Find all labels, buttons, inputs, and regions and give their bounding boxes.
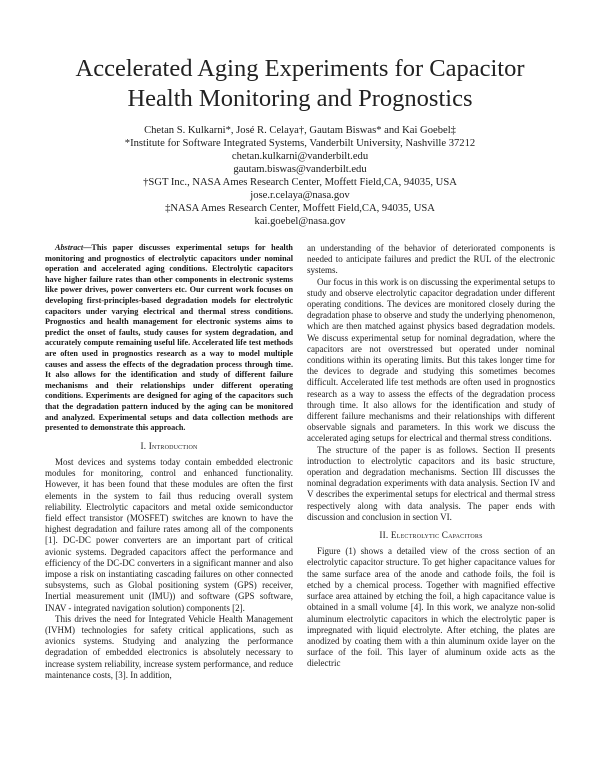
email-line: gautam.biswas@vanderbilt.edu — [233, 164, 367, 175]
email-line: kai.goebel@nasa.gov — [254, 216, 346, 227]
author-block — [60, 124, 540, 228]
section-heading-introduction: I. Introduction — [140, 440, 198, 451]
body-paragraph: The structure of the paper is as follows. Section II presents introduction to electrolytic capacitors and its basic structure, operation and degradation mechanisms. Section III discusses the nominal degradation experiments with data analysis. Section IV and V describes the experimental setups for electrical and thermal stress respectively along with data analysis. The paper ends with discussion and conclusion in section VI. — [307, 444, 555, 522]
affiliation-line: *Institute for Software Integrated Systems, Vanderbilt University, Nashville 37212 — [124, 138, 476, 149]
body-paragraph: Most devices and systems today contain embedded electronic modules for monitoring, control and enhanced functionality. However, it has been found that these modules are often the first elements in the system to fail thus reducing overall system reliability. Electrolytic capacitors and metal oxide semiconductor field effect transistor (MOSFET) switches are known to have the highest degradation and failure rates among all of the components [1]. DC-DC power converters are an important part of critical avionic systems. Degraded capacitors affect the performance and efficiency of the DC-DC converters in a significant manner and also impose a risk on instantiating cascading failures on other connected subsystems, such as Global positioning system (GPS) receiver, Inertial measurement unit (IMU)) and software (GPS software, INAV - integrated navigation solution) components [2]. — [45, 456, 293, 613]
body-paragraph: This drives the need for Integrated Vehicle Health Management (IVHM) technologies for safety critical applications, such as avionics systems. Studying and analyzing the performance degradation of embedded electronics is absolutely necessary to increase system reliability, increase system performance, and reduce maintenance costs, [3]. In addition, — [45, 613, 293, 680]
body-paragraph: an understanding of the behavior of deteriorated components is needed to anticipate failures and predict the RUL of the electronic systems. — [307, 243, 555, 276]
abstract-label: Abstract — [55, 243, 84, 252]
abstract-text: —This paper discusses experimental setups for health monitoring and prognostics of electrolytic capacitors under nominal operation and accelerated aging conditions. Electrolytic capacitors have higher failure rates than other components in electronic systems like power drives, power converters etc. Our current work focuses on developing first-principles-based degradation models for electrolytic capacitors under varying electrical and thermal stress conditions. Prognostics and health management for electronic systems aims to predict the onset of faults, study causes for system degradation, and accurately compute remaining useful life. Accelerated life test methods are often used in prognostics research as a way to model multiple causes and assess the effects of the degradation process through time. It also allows for the identification and study of different failure mechanisms and their relationships under different operating conditions. Experiments are designed for aging of the capacitors such that the degradation pattern induced by the aging can be monitored and analyzed. Experimental setups and data collection methods are presented to demonstrate this approach. — [45, 243, 293, 433]
body-paragraph: Figure (1) shows a detailed view of the cross section of an electrolytic capacitor structure. To get higher capacitance values for the same surface area of the anode and cathode foils, the foil is etched by a chemical process. Together with magnified effective surface area attained by etching the foil, a high capacitance value is obtained in a small volume [4]. In this work, we analyze non-solid aluminum electrolytic capacitors in which the electrolytic paper is impregnated with liquid electrolyte. After etching, the plates are anodized by coating them with a thin aluminum oxide layer on the surface of the foil. This layer of aluminum oxide acts as the dielectric — [307, 546, 555, 669]
affiliation-line: †SGT Inc., NASA Ames Research Center, Moffett Field,CA, 94035, USA — [143, 177, 457, 188]
paper-title: Accelerated Aging Experiments for Capacitor Health Monitoring and Prognostics — [75, 55, 525, 112]
body-paragraph: Our focus in this work is on discussing the experimental setups to study and observe electrolytic capacitor degradation under different operating conditions. The devices are monitored closely during the degradation phase to observe and study the underlying phenomenon, which are then matched against physics based degradation models. We discuss experimental setup for nominal degradation, where the capacitors are not overstressed but operated under nominal conditions within its operating limits. But this takes longer time for the devices to degrade and studying this sometimes becomes difficult. Accelerated life test methods are often used in prognostics research as a way to assess the effects of the degradation process through time. It also allows for the identification and study of different failure mechanisms and their relationships with different observable signals and parameters. In this work we discuss the accelerated aging setups for electrical and thermal stress conditions. — [307, 276, 555, 444]
right-column — [307, 243, 555, 670]
abstract — [45, 243, 293, 434]
email-line: jose.r.celaya@nasa.gov — [250, 190, 350, 201]
email-line: chetan.kulkarni@vanderbilt.edu — [231, 151, 369, 162]
left-column — [45, 243, 293, 681]
authors-line: Chetan S. Kulkarni*, José R. Celaya†, Gautam Biswas* and Kai Goebel‡ — [144, 125, 456, 136]
affiliation-line: ‡NASA Ames Research Center, Moffett Field,CA, 94035, USA — [165, 203, 435, 214]
section-heading-electrolytic-capacitors: II. Electrolytic Capacitors — [379, 530, 483, 541]
